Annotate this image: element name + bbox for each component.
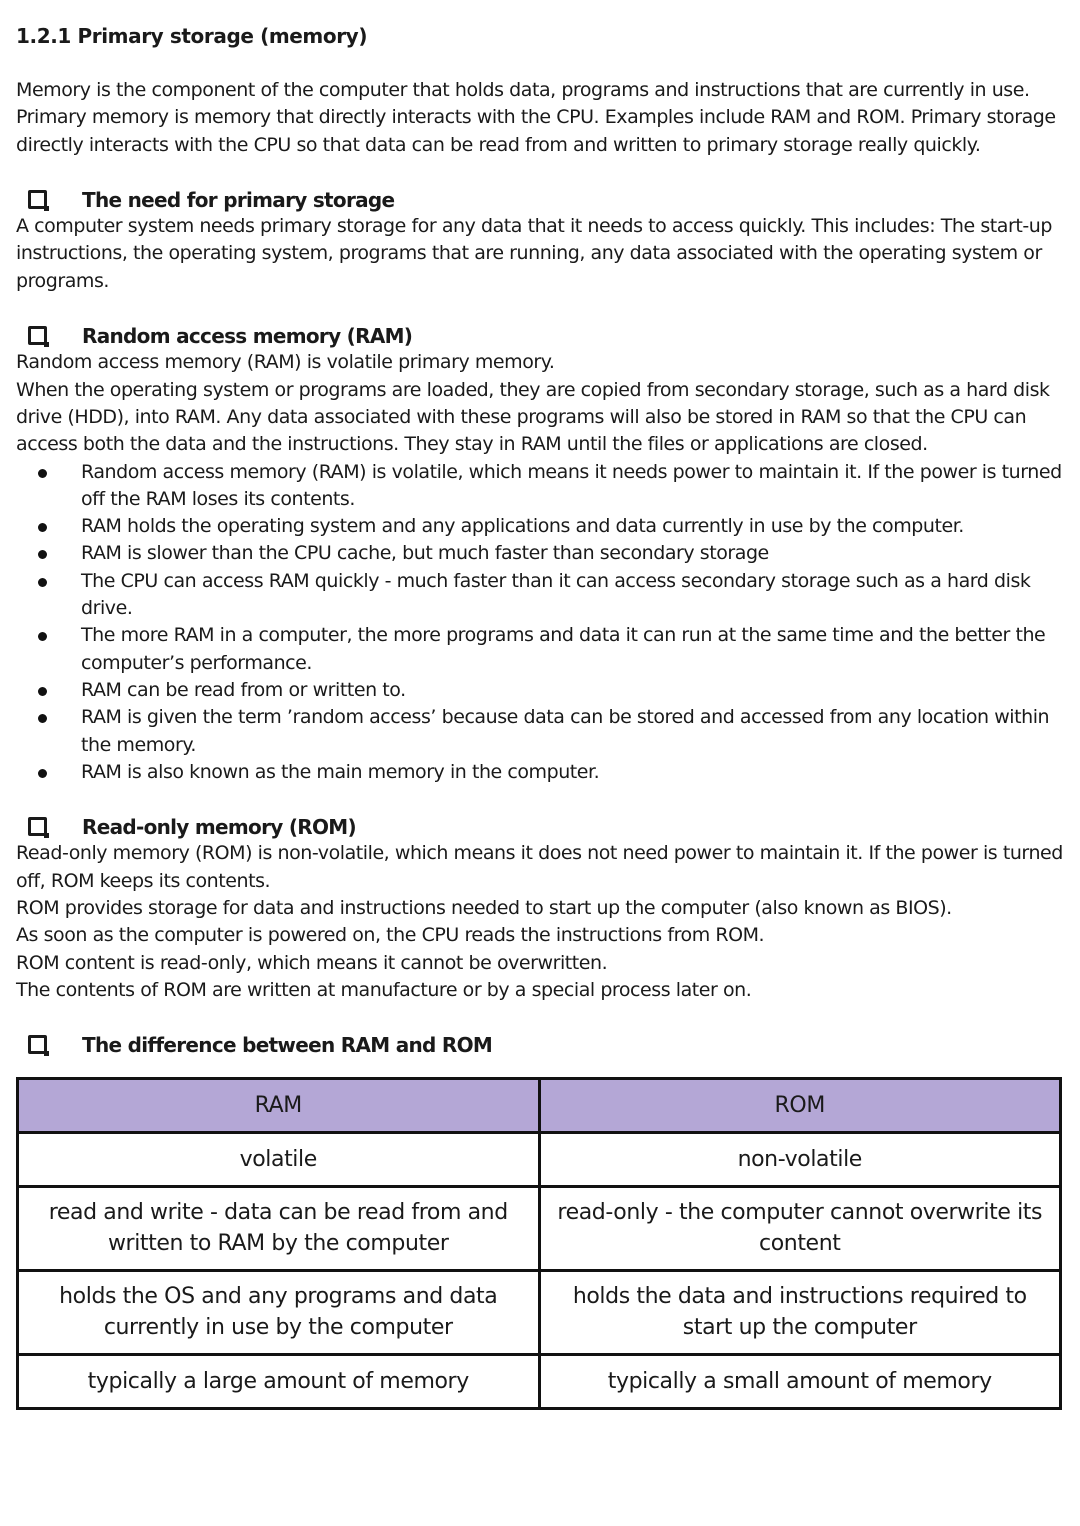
- table-row: [18, 1132, 1061, 1186]
- checkbox-bullet-icon: [28, 190, 47, 209]
- table-cell: non-volatile: [539, 1132, 1061, 1186]
- section-paragraph: A computer system needs primary storage for any data that it needs to access quickly. This includes: The start-up instructions, the operating system, programs that are running, any data associated with the operating system or programs.: [16, 215, 1052, 292]
- list-item-text: Random access memory (RAM) is volatile, which means it needs power to maintain it. If the power is turned off the RAM loses its contents.: [81, 460, 1062, 510]
- table-cell: typically a large amount of memory: [18, 1354, 540, 1408]
- section-heading: [16, 1031, 1064, 1058]
- list-item: [16, 540, 1064, 567]
- section-heading-text: The need for primary storage: [82, 187, 395, 212]
- list-item: [16, 677, 1064, 704]
- table-cell: volatile: [18, 1132, 540, 1186]
- table-cell: typically a small amount of memory: [539, 1354, 1061, 1408]
- list-item-text: The CPU can access RAM quickly - much faster than it can access secondary storage such as a hard disk drive.: [81, 569, 1031, 620]
- section-paragraph: ROM content is read-only, which means it cannot be overwritten.: [16, 951, 608, 974]
- section-heading: [16, 186, 1064, 213]
- table-header-cell: RAM: [18, 1078, 540, 1132]
- bullet-dot-icon: [38, 687, 47, 696]
- list-item-text: The more RAM in a computer, the more programs and data it can run at the same time and the better the computer’s performance.: [81, 624, 1046, 674]
- section-paragraph: Read-only memory (ROM) is non-volatile, which means it does not need power to maintain it. If the power is turned off, ROM keeps its contents.: [16, 842, 1063, 892]
- list-item: [16, 459, 1064, 514]
- bullet-dot-icon: [38, 714, 47, 723]
- section-paragraph: The contents of ROM are written at manufacture or by a special process later on.: [16, 978, 752, 1001]
- section-rom: [16, 813, 1064, 1004]
- section-paragraph: As soon as the computer is powered on, the CPU reads the instructions from ROM.: [16, 924, 765, 947]
- section-heading-text: Read-only memory (ROM): [82, 814, 356, 839]
- bullet-dot-icon: [38, 632, 47, 641]
- checkbox-bullet-icon: [28, 1035, 47, 1054]
- table-header-row: [18, 1078, 1061, 1132]
- list-item: [16, 622, 1064, 677]
- comparison-table: [16, 1077, 1062, 1410]
- section-paragraph: ROM provides storage for data and instructions needed to start up the computer (also known as BIOS).: [16, 897, 952, 920]
- table-cell: read and write - data can be read from and written to RAM by the computer: [18, 1186, 540, 1270]
- intro-paragraph: Primary memory is memory that directly interacts with the CPU. Examples include RAM and ROM. Primary storage directly interacts with the CPU so that data can be read from and written to primary storage really quickly.: [16, 106, 1056, 156]
- checkbox-bullet-icon: [28, 817, 47, 836]
- list-item: [16, 759, 1064, 786]
- list-item-text: RAM holds the operating system and any applications and data currently in use by the computer.: [81, 515, 964, 538]
- list-item-text: RAM is slower than the CPU cache, but much faster than secondary storage: [81, 542, 769, 565]
- bullet-dot-icon: [38, 769, 47, 778]
- intro-block: [16, 77, 1064, 159]
- section-need-primary-storage: [16, 186, 1064, 295]
- table-row: [18, 1270, 1061, 1354]
- comparison-table-wrapper: [16, 1077, 1064, 1410]
- list-item: [16, 568, 1064, 623]
- table-cell: read-only - the computer cannot overwrite its content: [539, 1186, 1061, 1270]
- list-item-text: RAM is given the term ’random access’ because data can be stored and accessed from any location within the memory.: [81, 706, 1050, 756]
- list-item-text: RAM can be read from or written to.: [81, 678, 406, 701]
- intro-paragraph: Memory is the component of the computer that holds data, programs and instructions that are currently in use.: [16, 79, 1030, 101]
- section-heading: [16, 322, 1064, 349]
- bullet-dot-icon: [38, 523, 47, 532]
- list-item-text: RAM is also known as the main memory in the computer.: [81, 760, 600, 783]
- table-row: [18, 1354, 1061, 1408]
- section-heading-text: Random access memory (RAM): [82, 323, 413, 348]
- page-title: 1.2.1 Primary storage (memory): [16, 24, 368, 48]
- bullet-dot-icon: [38, 578, 47, 587]
- checkbox-bullet-icon: [28, 326, 47, 345]
- section-paragraph: Random access memory (RAM) is volatile primary memory.: [16, 351, 555, 374]
- table-cell: holds the data and instructions required to start up the computer: [539, 1270, 1061, 1354]
- section-ram-vs-rom: [16, 1031, 1064, 1409]
- ram-bullet-list: [16, 459, 1064, 787]
- section-heading: [16, 813, 1064, 840]
- section-paragraph: When the operating system or programs are loaded, they are copied from secondary storage, such as a hard disk drive (HDD), into RAM. Any data associated with these programs will also be stored in RAM so that the CPU can access both the data and the instructions. They stay in RAM until the files or applications are closed.: [16, 378, 1050, 456]
- list-item: [16, 704, 1064, 759]
- list-item: [16, 513, 1064, 540]
- table-cell: holds the OS and any programs and data currently in use by the computer: [18, 1270, 540, 1354]
- bullet-dot-icon: [38, 550, 47, 559]
- section-ram: [16, 322, 1064, 786]
- table-row: [18, 1186, 1061, 1270]
- section-heading-text: The difference between RAM and ROM: [82, 1032, 493, 1057]
- bullet-dot-icon: [38, 469, 47, 478]
- table-header-cell: ROM: [539, 1078, 1061, 1132]
